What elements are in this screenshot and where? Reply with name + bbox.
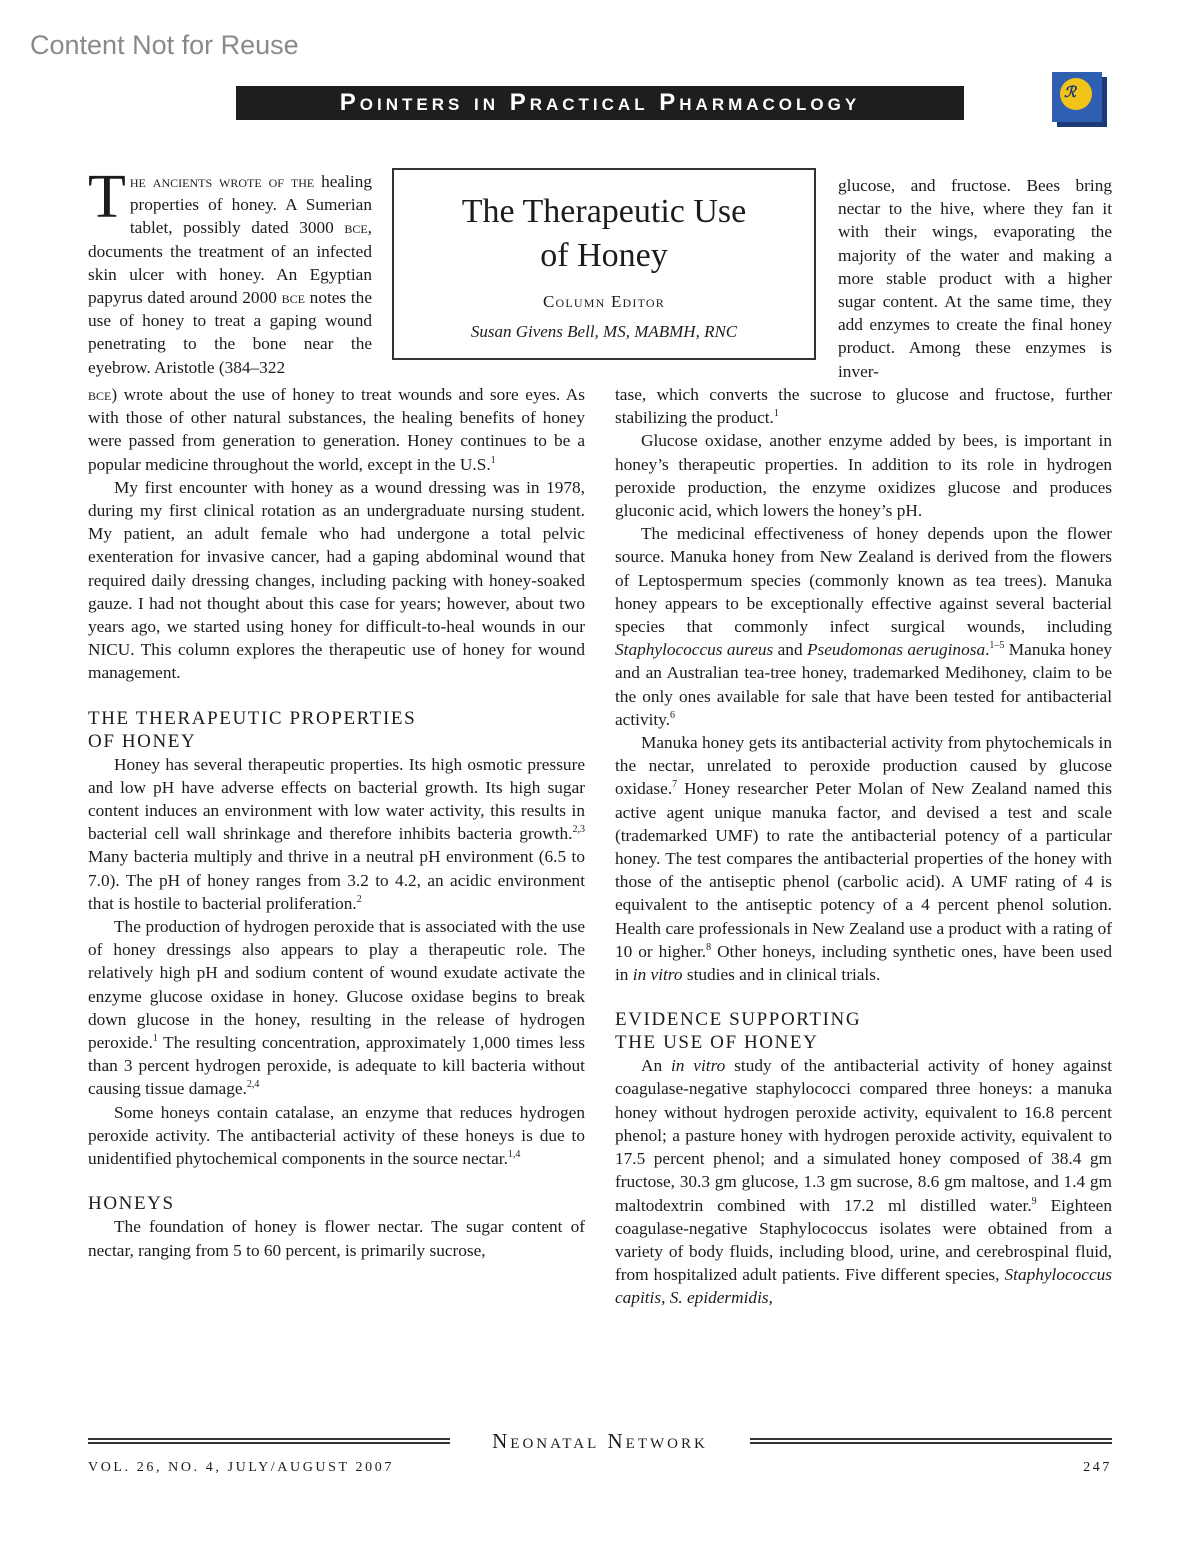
left-column-intro xyxy=(88,163,372,379)
paragraph: glucose, and fructose. Bees bring nectar to the hive, where they fan it with their wings, evaporating the majority of the water and making a more stable product with a higher sugar content. At the same time, they add enzymes to create the final honey product. Among these enzymes is inver- xyxy=(838,176,1112,381)
intro-paragraph: The ancients wrote of the healing properties of honey. A Sumerian tablet, possibly dated 3000 bce, documents the treatment of an infected skin ulcer with honey. An Egyptian papyrus dated around 2000 bce notes the use of honey to treat a gaping wound penetrating to the bone near the eyebrow. Aristotle (384–322 xyxy=(88,163,372,377)
article-title-box xyxy=(392,168,816,360)
right-column xyxy=(615,383,1112,1310)
series-title-banner: Pointers in Practical Pharmacology xyxy=(236,86,964,120)
right-column-top xyxy=(838,174,1112,383)
column-editor: Susan Givens Bell, MS, MABMH, RNC xyxy=(470,322,738,341)
paragraph: My first encounter with honey as a wound dressing was in 1978, during my first clinical rotation as an undergraduate nursing student. My patient, an adult female who had undergone a total pelvic exenteration for invasive cancer, had a gaping abdominal wound that required daily dressing changes, including packing with honey-soaked gauze. I had not thought about this case for years; however, about two years ago, we started using honey for difficult-to-heal wounds in our NICU. This column explores the therapeutic use of honey for wound management. xyxy=(88,477,585,683)
paragraph: The medicinal effectiveness of honey depends upon the flower source. Manuka honey from New Zealand is derived from the flowers of Leptospermum species (commonly known as tea trees). Manuka honey appears to be exceptionally effective against several bacterial species that commonly infect surgical wounds, including Staphylococcus aureus and Pseudomonas aeruginosa.$^{1-5}$ Manuka honey and an Australian tea-tree honey, trademarked Medihoney, claim to be the only ones available for sale that have been tested for antibacterial activity.$^6$ xyxy=(615,524,1113,729)
left-column-body xyxy=(88,383,585,1262)
watermark: Content Not for Reuse xyxy=(30,30,299,60)
paragraph: Honey has several therapeutic properties. Its high osmotic pressure and low pH have adverse effects on bacterial growth. Its high sugar content induces an environment with low water activity, this results in bacterial cell wall shrinkage and therefore inhibits bacteria growth.$^{2,3}$ Many bacteria multiply and thrive in a neutral pH environment (6.5 to 7.0). The pH of honey ranges from 3.2 to 4.2, an acidic environment that is hostile to bacterial proliferation.$^2$ xyxy=(88,754,585,913)
section-heading-honeys: HONEYS xyxy=(88,1193,175,1215)
paragraph: The foundation of honey is flower nectar. The sugar content of nectar, ranging from 5 to 60 percent, is primarily sucrose, xyxy=(88,1217,585,1260)
journal-name: Neonatal Network xyxy=(488,1429,712,1453)
drop-cap: T xyxy=(88,163,126,231)
paragraph: Glucose oxidase, another enzyme added by bees, is important in honey’s therapeutic properties. In addition to its role in hydrogen peroxide production, the enzyme oxidizes glucose and produces gluconic acid, which lowers the honey’s pH. xyxy=(615,431,1112,521)
section-heading-evidence: EVIDENCE SUPPORTING THE USE OF HONEY xyxy=(615,1009,862,1054)
paragraph: tase, which converts the sucrose to glucose and fructose, further stabilizing the product.$^1$ xyxy=(615,385,1112,428)
pharmacology-logo-icon: ℛ xyxy=(1052,72,1102,122)
paragraph: An in vitro study of the antibacterial activity of honey against coagulase-negative staphylococci compared three honeys: a manuka honey without hydrogen peroxide activity, equivalent to 16.8 percent phenol; a pasture honey with hydrogen peroxide activity, equivalent to 17.5 percent phenol; and a simulated honey composed of 38.4 gm fructose, 30.3 gm glucose, 1.3 gm sucrose, 8.6 gm maltose, and 1.4 gm maltodextrin combined with 17.2 ml distilled water.$^9$ Eighteen coagulase-negative Staphylococcus isolates were obtained from a variety of body fluids, including blood, urine, and cerebrospinal fluid, from hospitalized adult patients. Five different species, Staphylococcus capitis, S. epidermidis, xyxy=(615,1056,1112,1308)
issue-info: VOL. 26, NO. 4, JULY/AUGUST 2007 xyxy=(88,1460,394,1475)
page-number: 247 xyxy=(1083,1460,1112,1475)
intro-paragraph-end: bce) wrote about the use of honey to treat wounds and sore eyes. As with those of other natural substances, the healing benefits of honey were passed from generation to generation. Honey continues to be a popular medicine throughout the world, except in the U.S.$^1$ xyxy=(88,385,585,474)
paragraph: Manuka honey gets its antibacterial activity from phytochemicals in the nectar, unrelated to peroxide production caused by glucose oxidase.$^7$ Honey researcher Peter Molan of New Zealand named this active agent unique manuka factor, and devised a test and scale (trademarked UMF) to rate the antibacterial potency of a particular honey. The test compares the antibacterial properties of the honey with those of the antiseptic phenol (carbolic acid). A UMF rating of 4 is equivalent to the antiseptic potency of a 4 percent phenol solution. Health care professionals in New Zealand use a product with a rating of 10 or higher.$^8$ Other honeys, including synthetic ones, have been used in in vitro studies and in clinical trials. xyxy=(615,733,1112,985)
article-title: The Therapeutic Use of Honey xyxy=(461,193,747,274)
footer-rule xyxy=(88,1429,1112,1453)
section-heading-therapeutic-properties: THE THERAPEUTIC PROPERTIES OF HONEY xyxy=(88,707,417,752)
column-label: Column Editor xyxy=(542,292,666,311)
paragraph: The production of hydrogen peroxide that is associated with the use of honey dressings also appears to play a therapeutic role. The relatively high pH and sodium content of wound exudate activate the enzyme glucose oxidase in honey. Glucose oxidase begins to break down glucose in the honey, resulting in the release of hydrogen peroxide.$^1$ The resulting concentration, approximately 1,000 times less than 3 percent hydrogen peroxide, is adequate to kill bacteria without causing tissue damage.$^{2,4}$ xyxy=(88,917,585,1099)
paragraph: Some honeys contain catalase, an enzyme that reduces hydrogen peroxide activity. The antibacterial activity of these honeys is due to unidentified phytochemical components in the source nectar.$^{1,4}$ xyxy=(88,1102,585,1169)
